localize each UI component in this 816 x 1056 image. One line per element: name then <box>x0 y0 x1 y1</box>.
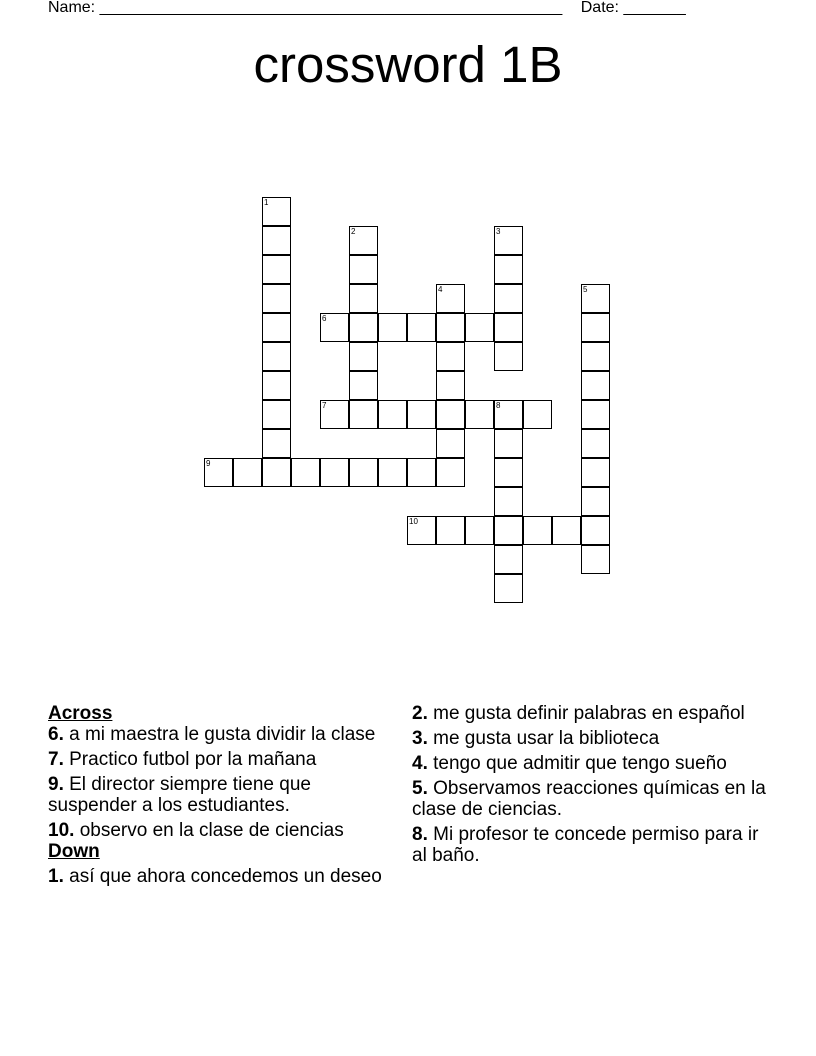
crossword-cell[interactable] <box>465 516 494 545</box>
crossword-cell[interactable] <box>233 458 262 487</box>
crossword-cell[interactable] <box>465 313 494 342</box>
crossword-cell[interactable] <box>349 458 378 487</box>
crossword-cell[interactable] <box>581 371 610 400</box>
crossword-cell[interactable] <box>407 313 436 342</box>
cell-number: 2 <box>351 227 356 236</box>
crossword-cell[interactable] <box>494 545 523 574</box>
cell-number: 1 <box>264 198 269 207</box>
crossword-cell[interactable] <box>494 574 523 603</box>
crossword-cell[interactable] <box>523 516 552 545</box>
crossword-cell[interactable] <box>581 429 610 458</box>
crossword-cell[interactable] <box>581 342 610 371</box>
crossword-cell[interactable] <box>349 313 378 342</box>
clue-text: Observamos reacciones químicas en la clase de ciencias. <box>412 778 766 820</box>
clue-number: 5. <box>412 778 428 799</box>
crossword-cell[interactable] <box>436 284 465 313</box>
crossword-cell[interactable] <box>204 458 233 487</box>
crossword-cell[interactable] <box>436 342 465 371</box>
crossword-cell[interactable] <box>523 400 552 429</box>
crossword-cell[interactable] <box>407 400 436 429</box>
cell-number: 8 <box>496 401 501 410</box>
crossword-cell[interactable] <box>494 487 523 516</box>
crossword-cell[interactable] <box>349 255 378 284</box>
crossword-cell[interactable] <box>494 458 523 487</box>
crossword-cell[interactable] <box>349 371 378 400</box>
crossword-cell[interactable] <box>262 400 291 429</box>
down-heading: Down <box>48 841 100 862</box>
down-clue-4 <box>412 753 772 774</box>
cell-number: 10 <box>409 517 418 526</box>
clue-text: a mi maestra le gusta dividir la clase <box>63 724 376 745</box>
crossword-cell[interactable] <box>320 458 349 487</box>
crossword-cell[interactable] <box>436 429 465 458</box>
crossword-cell[interactable] <box>262 197 291 226</box>
crossword-cell[interactable] <box>262 342 291 371</box>
crossword-cell[interactable] <box>262 313 291 342</box>
clue-text: observo en la clase de ciencias <box>74 820 344 841</box>
date-field-label[interactable]: Date: _______ <box>580 0 686 16</box>
crossword-cell[interactable] <box>378 313 407 342</box>
crossword-cell[interactable] <box>465 400 494 429</box>
clue-text: me gusta usar la biblioteca <box>427 728 660 749</box>
across-heading: Across <box>48 703 113 724</box>
crossword-cell[interactable] <box>262 371 291 400</box>
crossword-cell[interactable] <box>378 458 407 487</box>
name-field-label[interactable]: Name: ____________________________________________________ <box>48 0 563 16</box>
crossword-cell[interactable] <box>581 313 610 342</box>
cell-number: 9 <box>206 459 211 468</box>
crossword-cell[interactable] <box>581 284 610 313</box>
crossword-cell[interactable] <box>581 458 610 487</box>
crossword-cell[interactable] <box>262 429 291 458</box>
page-title: crossword 1B <box>253 36 563 93</box>
down-clue-1 <box>48 866 398 887</box>
crossword-cell[interactable] <box>494 429 523 458</box>
crossword-cell[interactable] <box>436 371 465 400</box>
clue-number: 7. <box>48 749 64 770</box>
clue-text: Practico futbol por la mañana <box>63 749 317 770</box>
crossword-cell[interactable] <box>494 284 523 313</box>
clue-number: 10. <box>48 820 75 841</box>
across-clue-6 <box>48 724 398 745</box>
clue-number: 8. <box>412 824 428 845</box>
crossword-cell[interactable] <box>581 487 610 516</box>
crossword-cell[interactable] <box>581 400 610 429</box>
down-clue-3 <box>412 728 772 749</box>
crossword-cell[interactable] <box>291 458 320 487</box>
clue-text: tengo que admitir que tengo sueño <box>427 753 727 774</box>
clue-number: 3. <box>412 728 428 749</box>
cell-number: 5 <box>583 285 588 294</box>
crossword-cell[interactable] <box>494 516 523 545</box>
crossword-cell[interactable] <box>552 516 581 545</box>
clue-text: me gusta definir palabras en español <box>427 703 745 724</box>
clues-left-column <box>48 703 398 891</box>
clues-right-column <box>412 703 772 870</box>
clue-text: El director siempre tiene que suspender a los estudiantes. <box>48 774 311 816</box>
down-clue-2 <box>412 703 772 724</box>
clue-text: así que ahora concedemos un deseo <box>63 866 382 887</box>
clue-text: Mi profesor te concede permiso para ir al baño. <box>412 824 759 866</box>
across-clue-10 <box>48 820 398 841</box>
cell-number: 4 <box>438 285 443 294</box>
crossword-cell[interactable] <box>581 545 610 574</box>
crossword-cell[interactable] <box>378 400 407 429</box>
clue-number: 1. <box>48 866 64 887</box>
across-clue-7 <box>48 749 398 770</box>
crossword-cell[interactable] <box>494 313 523 342</box>
crossword-cell[interactable] <box>436 400 465 429</box>
crossword-cell[interactable] <box>262 458 291 487</box>
crossword-cell[interactable] <box>494 226 523 255</box>
crossword-cell[interactable] <box>581 516 610 545</box>
crossword-cell[interactable] <box>262 226 291 255</box>
cell-number: 7 <box>322 401 327 410</box>
cell-number: 6 <box>322 314 327 323</box>
clue-number: 9. <box>48 774 64 795</box>
crossword-cell[interactable] <box>262 284 291 313</box>
crossword-cell[interactable] <box>320 400 349 429</box>
crossword-cell[interactable] <box>349 342 378 371</box>
crossword-cell[interactable] <box>349 400 378 429</box>
clue-number: 2. <box>412 703 428 724</box>
crossword-cell[interactable] <box>262 255 291 284</box>
crossword-cell[interactable] <box>349 226 378 255</box>
crossword-cell[interactable] <box>494 342 523 371</box>
crossword-cell[interactable] <box>436 313 465 342</box>
crossword-cell[interactable] <box>349 284 378 313</box>
crossword-cell[interactable] <box>407 516 436 545</box>
crossword-cell[interactable] <box>494 255 523 284</box>
down-clue-5 <box>412 778 772 820</box>
crossword-cell[interactable] <box>494 400 523 429</box>
clue-number: 6. <box>48 724 64 745</box>
crossword-cell[interactable] <box>320 313 349 342</box>
across-clue-9 <box>48 774 398 816</box>
down-clue-8 <box>412 824 772 866</box>
crossword-cell[interactable] <box>436 516 465 545</box>
cell-number: 3 <box>496 227 501 236</box>
crossword-cell[interactable] <box>436 458 465 487</box>
crossword-cell[interactable] <box>407 458 436 487</box>
clue-number: 4. <box>412 753 428 774</box>
